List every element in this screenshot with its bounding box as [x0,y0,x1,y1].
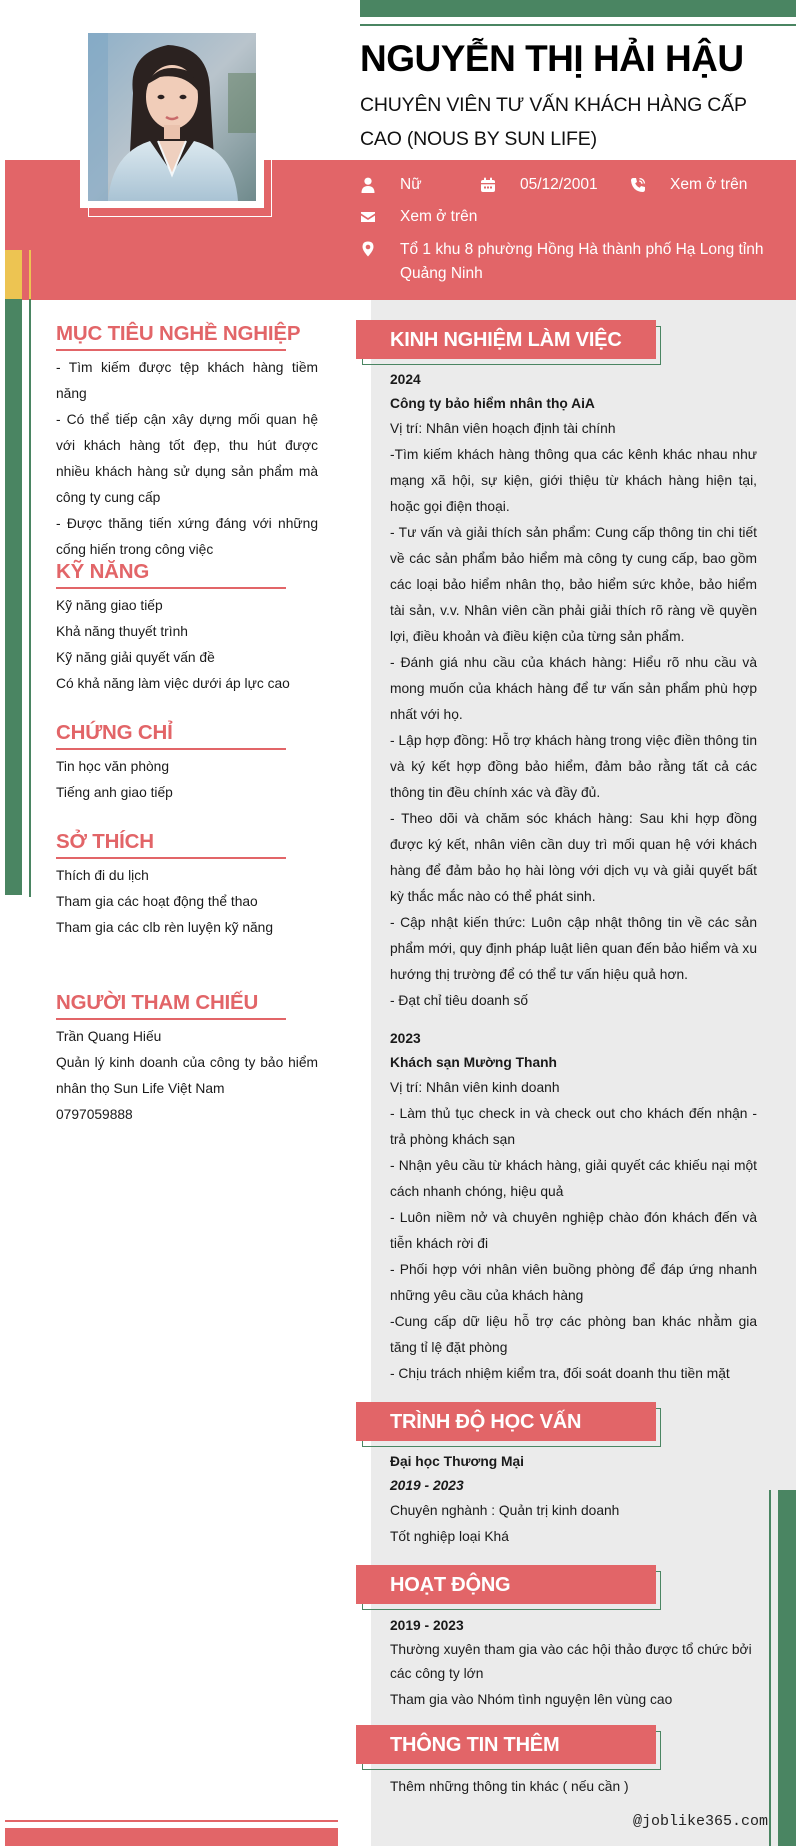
certificate-item: Tiếng anh giao tiếp [56,785,173,800]
activity-period: 2019 - 2023 [390,1618,464,1633]
contact-phone[interactable] [630,176,747,194]
section-certificates [56,721,318,806]
section-activities [390,1614,757,1712]
hobby-item: Tham gia các clb rèn luyện kỹ năng [56,920,274,935]
map-pin-icon [360,241,376,257]
reference-position: Quản lý kinh doanh của công ty bảo hiểm nhân thọ Sun Life Việt Nam [56,1055,318,1096]
job-position: Vị trí: Nhân viên hoạch định tài chính [390,421,616,436]
job-entry [390,1027,757,1387]
skill-item: Khả năng thuyết trình [56,624,188,639]
hobby-item: Thích đi du lịch [56,868,149,883]
job-company: Công ty bảo hiểm nhân thọ AiA [390,396,595,411]
left-yellow-block [5,250,22,299]
section-heading: CHỨNG CHỈ [56,721,286,750]
section-header-education [356,1402,662,1447]
education-period: 2019 - 2023 [390,1478,464,1493]
reference-details [56,1024,318,1128]
school-name: Đại học Thương Mại [390,1454,525,1469]
job-duty: - Chịu trách nhiệm kiểm tra, đối soát doanh thu tiền mặt [390,1366,730,1381]
job-duty: - Luôn niềm nở và chuyên nghiệp chào đón khách đến và tiễn khách rời đi [390,1210,757,1251]
job-duty: - Nhận yêu cầu từ khách hàng, giải quyết các khiếu nại một cách nhanh chóng, hiệu quả [390,1158,757,1199]
phone-value: Xem ở trên [670,176,748,193]
job-duty: - Phối hợp với nhân viên buồng phòng để đáp ứng nhanh những yêu cầu của khách hàng [390,1262,757,1303]
contact-gender [360,176,422,194]
job-year: 2024 [390,372,421,387]
section-hobbies [56,830,318,941]
section-education [390,1450,757,1550]
skill-item: Có khả năng làm việc dưới áp lực cao [56,676,290,691]
job-duty: - Tư vấn và giải thích sản phẩm: Cung cấp thông tin chi tiết về các sản phẩm bảo hiểm mà công ty cung cấp, bao gồm các loại bảo hiểm nhân thọ, bảo hiểm sức khỏe, bảo hiểm tài sản, v.v. Nhân viên cần phải giải thích rõ ràng về quyền lợi, điều khoản và điều kiện của từng sản phẩm. [390,525,757,644]
top-green-line [360,24,796,26]
objective-item: - Có thể tiếp cận xây dựng mối quan hệ với khách hàng tốt đẹp, thu hút được nhiều khách hàng sử dụng sản phẩm mà công ty cung cấp [56,412,318,505]
job-title: CHUYÊN VIÊN TƯ VẤN KHÁCH HÀNG CẤP CAO (NOUS BY SUN LIFE) [360,94,747,150]
job-year: 2023 [390,1031,421,1046]
job-duty: - Đánh giá nhu cầu của khách hàng: Hiểu rõ nhu cầu và mong muốn của khách hàng để tư vấn sản phẩm phù hợp nhất với họ. [390,655,757,722]
section-additional-info [390,1774,757,1800]
job-entry [390,368,757,1014]
bottom-red-line [5,1820,338,1822]
section-heading: TRÌNH ĐỘ HỌC VẤN [356,1402,656,1441]
gender-value: Nữ [400,176,422,193]
job-duty: -Cung cấp dữ liệu hỗ trợ các phòng ban khác nhằm gia tăng tỉ lệ đặt phòng [390,1314,757,1355]
certificates-list [56,754,318,806]
job-duty: - Theo dõi và chăm sóc khách hàng: Sau khi hợp đồng được ký kết, nhân viên cần duy trì mối quan hệ với khách hàng để đảm bảo họ hài lòng với dịch vụ và giải quyết bất kỳ thắc mắc nào có thể phát sinh. [390,811,757,904]
contact-email[interactable] [360,208,477,226]
section-heading: SỞ THÍCH [56,830,286,859]
section-references [56,991,318,1128]
hobbies-list [56,863,318,941]
section-header-activities [356,1565,662,1610]
objective-item: - Tìm kiếm được tệp khách hàng tiềm năng [56,360,318,401]
job-company: Khách sạn Mường Thanh [390,1055,557,1070]
certificate-item: Tin học văn phòng [56,759,170,774]
objective-list [56,355,318,563]
section-skills [56,560,318,697]
additional-text: Thêm những thông tin khác ( nếu cần ) [390,1779,629,1794]
job-duty: -Tìm kiếm khách hàng thông qua các kênh khác nhau như mạng xã hội, sự kiện, giới thiệu từ khách hàng hiện tại, hoặc gọi điện thoại. [390,447,757,514]
left-yellow-line [29,250,31,299]
watermark: @joblike365.com [632,1813,768,1830]
activity-item: Tham gia vào Nhóm tình nguyện lên vùng cao [390,1692,673,1707]
section-heading: KỸ NĂNG [56,560,286,589]
section-heading: NGƯỜI THAM CHIẾU [56,991,286,1020]
job-duty: - Lập hợp đồng: Hỗ trợ khách hàng trong việc điền thông tin và ký kết hợp đồng bảo hiểm, đảm bảo rằng tất cả các thông tin đều chính xác và đầy đủ. [390,733,757,800]
job-duty: - Cập nhật kiến thức: Luôn cập nhật thông tin về các sản phẩm mới, quy định pháp luật liên quan đến bảo hiểm và xu hướng thị trường để có thể tư vấn hiệu quả hơn. [390,915,757,982]
education-grade: Tốt nghiệp loại Khá [390,1529,509,1544]
activity-item: Thường xuyên tham gia vào các hội thảo được tổ chức bởi các công ty lớn [390,1642,752,1681]
section-heading: THÔNG TIN THÊM [356,1725,656,1764]
user-icon [360,177,376,193]
phone-icon [630,177,646,193]
contact-birthday [480,176,598,194]
section-heading: MỤC TIÊU NGHỀ NGHIỆP [56,322,286,351]
contact-address [360,238,790,286]
job-duty: - Làm thủ tục check in và check out cho khách đến nhận - trả phòng khách sạn [390,1106,757,1147]
section-header-additional-info [356,1725,662,1770]
section-career-objective [56,322,318,563]
bottom-red-bar [5,1828,338,1846]
section-heading: HOẠT ĐỘNG [356,1565,656,1604]
objective-item: - Được thăng tiến xứng đáng với những cống hiến trong công việc [56,516,318,557]
section-experience [390,368,757,1387]
job-position: Vị trí: Nhân viên kinh doanh [390,1080,560,1095]
left-green-block [5,299,22,895]
skill-item: Kỹ năng giải quyết vấn đề [56,650,215,665]
calendar-icon [480,177,496,193]
avatar-photo [88,33,256,201]
reference-name: Trần Quang Hiếu [56,1029,162,1044]
candidate-name: NGUYỄN THỊ HẢI HẬU [360,38,744,79]
avatar-portrait-image [88,33,256,201]
top-green-bar [360,0,796,17]
birthday-value: 05/12/2001 [520,176,598,193]
reference-phone: 0797059888 [56,1107,133,1122]
section-header-experience [356,320,662,365]
address-value: Tổ 1 khu 8 phường Hồng Hà thành phố Hạ Long tỉnh Quảng Ninh [400,241,764,282]
envelope-icon [360,209,376,225]
right-green-block [778,1490,796,1846]
section-heading: KINH NGHIỆM LÀM VIỆC [356,320,656,359]
right-green-line [769,1490,771,1846]
education-major: Chuyên nghành : Quản trị kinh doanh [390,1503,620,1518]
left-green-line [29,299,31,897]
job-duty: - Đạt chỉ tiêu doanh số [390,993,529,1008]
skill-item: Kỹ năng giao tiếp [56,598,163,613]
email-value: Xem ở trên [400,208,478,225]
skills-list [56,593,318,697]
hobby-item: Tham gia các hoạt động thể thao [56,894,258,909]
